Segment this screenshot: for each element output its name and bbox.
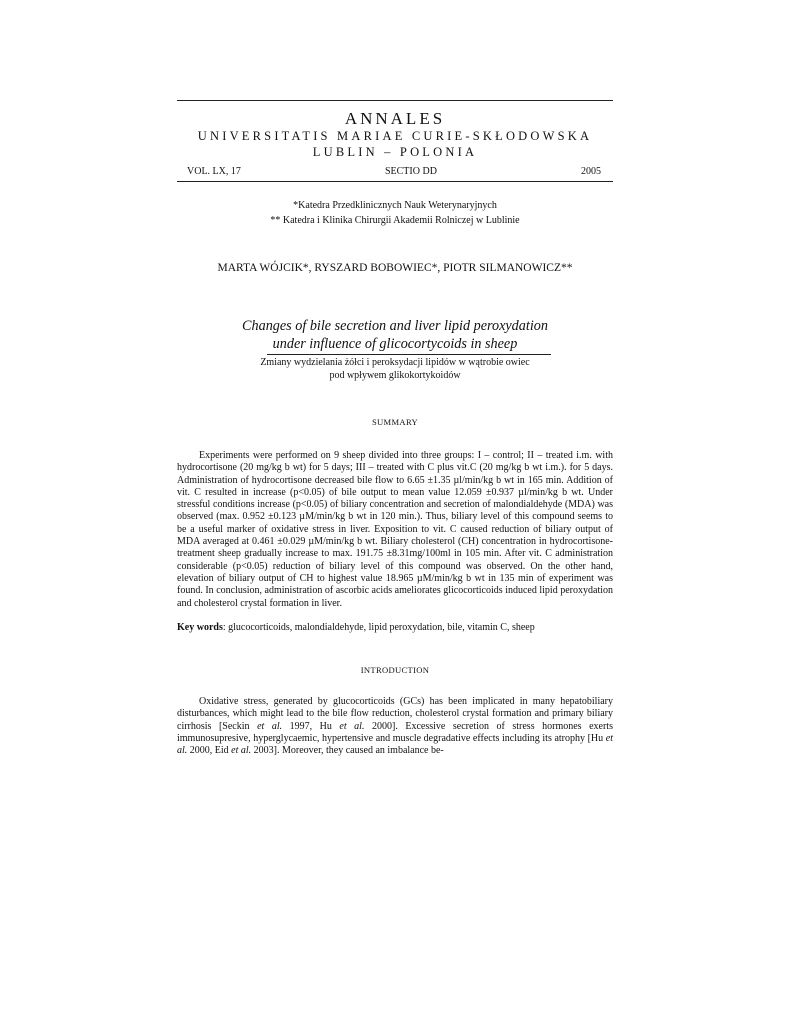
affiliation-2: ** Katedra i Klinika Chirurgii Akademii Rolniczej w Lublinie <box>270 215 520 226</box>
section-label: SECTIO DD <box>384 166 437 177</box>
intro-text-1: Oxidative stress, generated by glucocorticoids (GCs) has been implicated in many hepatobiliary disturbances, which might lead to the bile flow reduction, cholesterol crystal formation and primary biliary cirrhosis [Seckin <box>177 696 613 732</box>
authors: MARTA WÓJCIK*, RYSZARD BOBOWIEC*, PIOTR SILMANOWICZ** <box>217 262 573 274</box>
header-bottom-rule <box>177 181 613 182</box>
journal-city: LUBLIN – POLONIA <box>312 145 478 159</box>
polish-title-line-2: pod wpływem glikokortykoidów <box>329 369 461 381</box>
keywords-text: : glucocorticoids, malondialdehyde, lipid peroxydation, bile, vitamin C, sheep <box>222 621 535 633</box>
intro-text-5: 2003]. Moreover, they caused an imbalance be- <box>251 745 444 757</box>
article-title-line-2: under influence of glicocortycoids in sheep <box>272 336 518 352</box>
introduction-heading: INTRODUCTION <box>360 665 430 676</box>
intro-text-2: 1997, Hu <box>282 720 340 732</box>
header-top-rule <box>177 100 613 101</box>
intro-etal-3: et al. <box>177 733 613 757</box>
intro-etal-2: et al. <box>339 720 365 732</box>
introduction-paragraph <box>177 696 613 757</box>
intro-text-4: 2000, Eid <box>187 745 232 757</box>
intro-etal-4: et al. <box>231 745 252 757</box>
summary-heading: SUMMARY <box>371 417 419 427</box>
journal-university: UNIVERSITATIS MARIAE CURIE-SKŁODOWSKA <box>197 129 593 143</box>
article-title-line-1: Changes of bile secretion and liver lipid peroxydation <box>242 318 548 334</box>
affiliations <box>177 198 613 228</box>
intro-text-3: 2000]. Excessive secretion of stress hormones exerts immunosupresive, hyperglycaemic, hypertensive and muscle degradative effects including its atrophy [Hu <box>177 720 613 745</box>
intro-etal-1: et al. <box>257 720 283 732</box>
summary-paragraph: Experiments were performed on 9 sheep divided into three groups: I – control; II – treated i.m. with hydrocortisone (20 mg/kg b wt) for 5 days; III – treated with C plus vit.C (20 mg/kg b wt i.m.). for 5 days. Administration of hydrocortisone decreased bile flow to 6.65 ±1.35 µl/min/kg b wt in 165 min. Addition of vit. C resulted in increase (p<0.05) of bile output to mean value 12.059 ±0.937 µl/min/kg b wt. Under stressful conditions increase (p<0.05) of biliary concentration and secretion of malondialdehyde (MDA) was observed (max. 0.952 ±0.123 µM/min/kg b wt in 120 min.). Thus, biliary level of this compound seems to be a useful marker of oxidative stress in liver. Exposition to vit. C caused reduction of biliary output of MDA averaged at 0.461 ±0.029 µM/min/kg b wt. Biliary cholesterol (CH) concentration in hydrocortisone-treatment sheep gradually increase to max. 191.75 ±8.31mg/100ml in 105 min. After vit. C administration considerable (p<0.05) reduction of biliary level of this compound was observed. On the other hand, elevation of biliary output of CH to highest value 18.965 µM/min/kg b wt in 135 min of experiment was found. In conclusion, administration of ascorbic acids ameliorates glicocorticoids induced lipid peroxydation and cholesterol crystal formation in liver. <box>177 450 613 609</box>
affiliation-1: *Katedra Przedklinicznych Nauk Weterynaryjnych <box>293 200 497 211</box>
article-title <box>177 317 613 353</box>
volume-number: VOL. LX, 17 <box>187 166 241 177</box>
keywords <box>177 622 613 634</box>
title-underline <box>267 354 551 355</box>
paper-page <box>177 100 613 758</box>
volume-row <box>177 166 613 178</box>
journal-title: ANNALES <box>344 109 446 128</box>
polish-title <box>177 357 613 382</box>
year-label: 2005 <box>581 166 601 177</box>
keywords-label: Key words <box>177 621 223 633</box>
polish-title-line-1: Zmiany wydzielania żółci i peroksydacji lipidów w wątrobie owiec <box>260 357 530 368</box>
